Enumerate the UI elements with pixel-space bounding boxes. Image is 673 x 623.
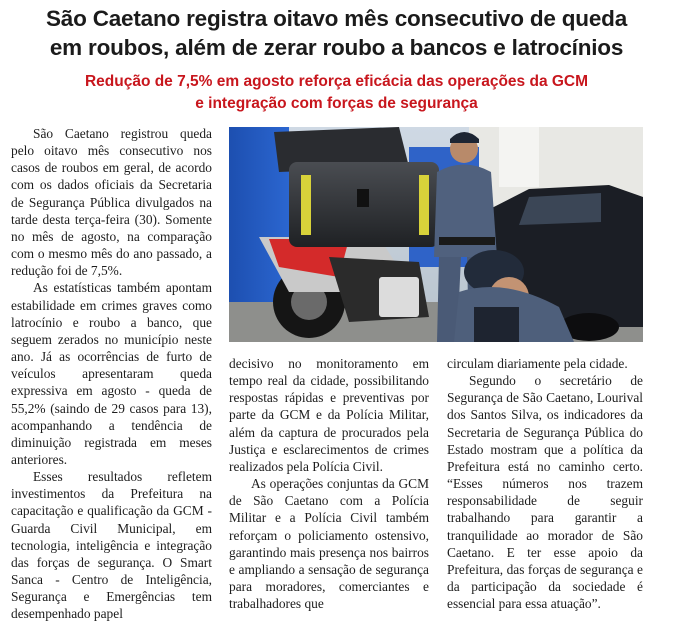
paragraph-2: As estatísticas também apontam estabilidade em crimes graves como latrocínio e roubo a banco, que seguem zerados no município neste ano. Já as ocorrências de furto de veículos apresentaram queda expressiva em agosto - queda de 55,2% (saindo de 29 casos para 13), acompanhando a tendência de diminuição registrada em meses anteriores. — [11, 280, 212, 467]
subheadline-line-2: e integração com forças de segurança — [195, 95, 478, 112]
subheadline — [0, 71, 673, 115]
headline — [0, 4, 673, 62]
headline-line-2: em roubos, além de zerar roubo a bancos e latrocínios — [49, 35, 624, 60]
paragraph-1: São Caetano registrou queda pelo oitavo mês consecutivo nos casos de roubos em geral, de acordo com os dados oficiais da Secretaria de Segurança Pública divulgados na tarde desta terça-feira (30). Somente no mês de agosto, na comparação com o mesmo mês do ano passado, a redução foi de 7,5%. — [11, 126, 212, 279]
paragraph-4-continued: circulam diariamente pela cidade. — [447, 356, 628, 371]
column-1 — [11, 125, 212, 623]
paragraph-3-start: Esses resultados refletem investimentos da Prefeitura na capacitação e qualificação da GCM - Guarda Civil Municipal, em tecnologia, inteligência e integração das forças de segurança. O Smart Sanca - Centro de Inteligência, Segurança e Emergências tem desempenhado papel — [11, 469, 212, 622]
paragraph-5: Segundo o secretário de Segurança de São Caetano, Lourival dos Santos Silva, os indicadores da Secretaria de Segurança Pública do Estado mostram que a política da Prefeitura está no caminho certo. “Esses números nos trazem responsabilidade de seguir trabalhando para garantir a tranquilidade ao morador de São Caetano. E ter esse apoio da Prefeitura, das forças de segurança e da participação da sociedade é essencial para essa atuação”. — [447, 373, 643, 612]
subheadline-line-1: Redução de 7,5% em agosto reforça eficácia das operações da GCM — [84, 73, 589, 90]
paragraph-4-start: As operações conjuntas da GCM de São Caetano com a Polícia Militar e a Polícia Civil também reforçam o policiamento ostensivo, garantindo mais presença nos bairros e ampliando a sensação de segurança para moradores, comerciantes e trabalhadores que — [229, 476, 429, 612]
photo-gcm-motorcycle — [229, 127, 643, 342]
article-photo — [229, 127, 643, 342]
headline-line-1: São Caetano registra oitavo mês consecutivo de queda — [45, 6, 628, 31]
column-3 — [447, 355, 643, 612]
column-2 — [229, 355, 429, 612]
paragraph-3-continued: decisivo no monitoramento em tempo real da cidade, possibilitando respostas rápidas e preventivas por parte da GCM e da Polícia Militar, além da captura de procurados pela Justiça e esclarecimentos de crimes realizados pela Polícia Civil. — [229, 356, 429, 474]
